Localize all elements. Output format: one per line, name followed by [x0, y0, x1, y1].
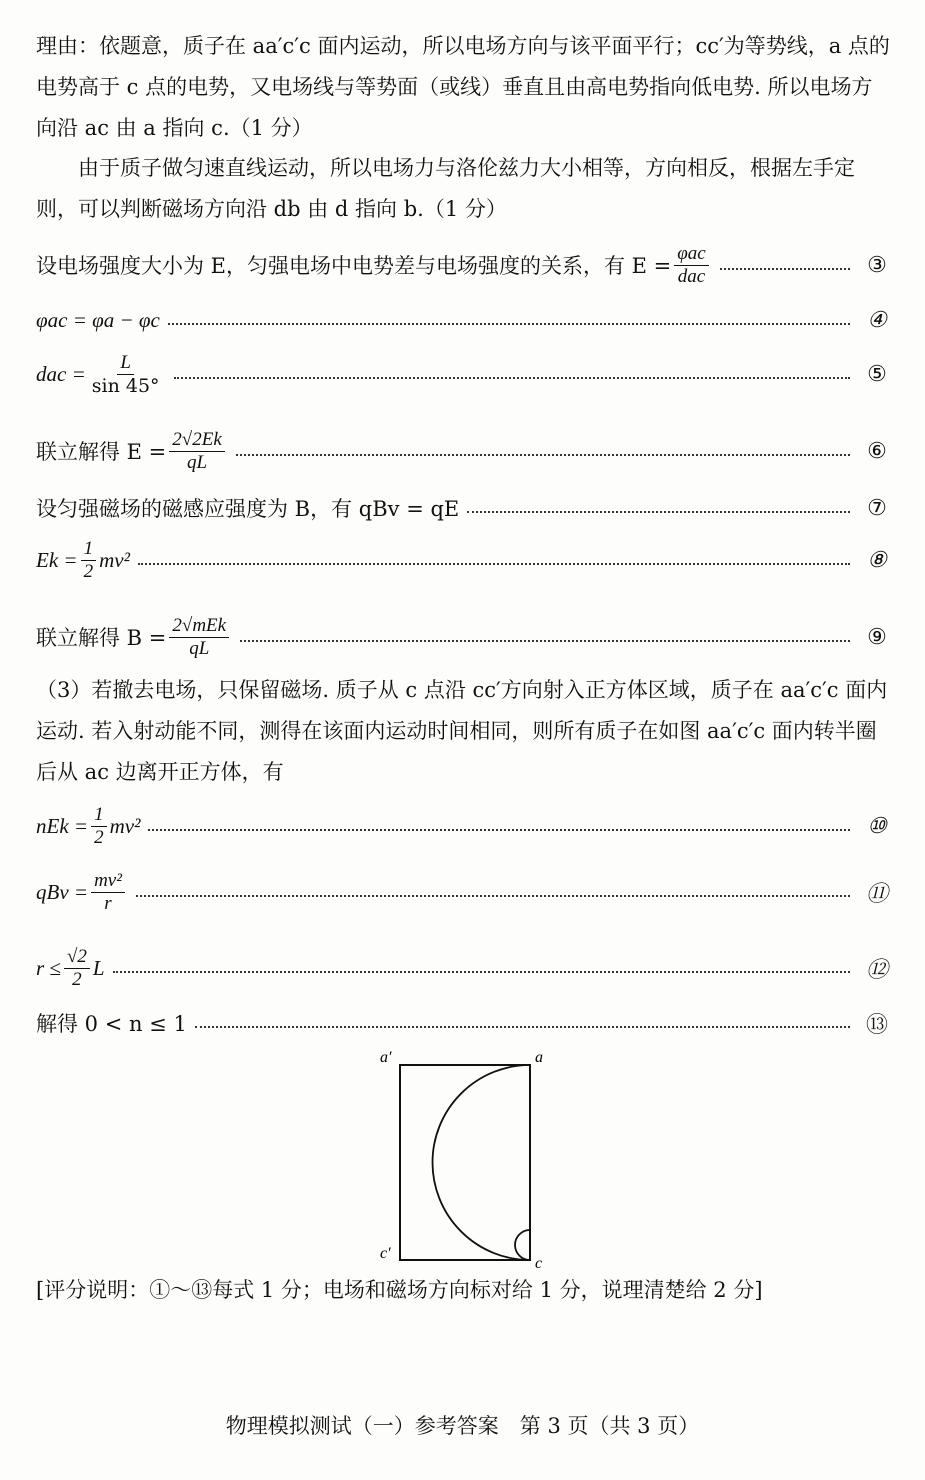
- equation-5: [36, 348, 892, 400]
- equation-12-numerator: √2: [64, 946, 90, 969]
- equation-12-rhs: L: [92, 955, 105, 980]
- trajectory-diagram: [372, 1040, 562, 1270]
- equation-5-denominator: sin 45°: [91, 374, 160, 397]
- equation-12-number: ⑫: [865, 956, 888, 982]
- equation-13: [36, 1005, 892, 1041]
- equation-5-number: ⑤: [867, 361, 887, 387]
- equation-9: [36, 610, 892, 664]
- equation-4-number: ④: [867, 307, 887, 332]
- scoring-note: [评分说明：①～⑬每式 1 分；电场和磁场方向标对给 1 分，说理清楚给 2 分]: [36, 1278, 763, 1302]
- large-semicircle-trajectory: [433, 1065, 531, 1260]
- equation-3-numerator: φac: [674, 243, 708, 266]
- equation-9-denominator: qL: [189, 637, 210, 659]
- equation-9-number: ⑨: [867, 624, 887, 650]
- equation-3-denominator: dac: [677, 265, 706, 287]
- equation-10-lhs: nEk =: [36, 813, 89, 838]
- equation-8-denominator: 2: [83, 560, 94, 582]
- equation-3: [36, 240, 892, 290]
- equation-6-numerator: 2√2Ek: [169, 429, 224, 452]
- equation-11-denominator: r: [104, 892, 112, 914]
- equation-12-denominator: 2: [72, 968, 82, 990]
- equation-10-number: ⑩: [867, 813, 887, 838]
- equation-10: [36, 800, 892, 852]
- leader-dots: [168, 323, 850, 325]
- label-c-prime: c′: [380, 1245, 391, 1262]
- equation-13-text: 解得 0 < n ≤ 1: [36, 1012, 187, 1036]
- face-rectangle: [400, 1065, 530, 1260]
- part3-paragraph: （3）若撤去电场，只保留磁场. 质子从 c 点沿 cc′方向射入正方体区域，质子在 aa′c′c 面内运动. 若入射动能不同，测得在该面内运动时间相同，则所有质子在如图 aa′c′c 面内转半圈后从 ac 边离开正方体，有: [36, 678, 888, 784]
- equation-8-rhs: mv²: [99, 547, 130, 572]
- equation-6-prefix: 联立解得 E =: [36, 440, 167, 464]
- equation-4: [36, 302, 892, 338]
- leader-dots: [136, 895, 850, 897]
- equation-7-number: ⑦: [867, 495, 887, 521]
- equation-10-rhs: mv²: [109, 813, 141, 838]
- equation-6-number: ⑥: [867, 438, 887, 464]
- equation-11-lhs: qBv =: [36, 879, 89, 904]
- equation-12-lhs: r ≤: [36, 955, 61, 980]
- label-a-prime: a′: [380, 1049, 392, 1066]
- equation-8-lhs: Ek =: [36, 547, 78, 572]
- equation-5-lhs: dac =: [36, 361, 86, 386]
- leader-dots: [195, 1026, 850, 1028]
- equation-8: [36, 534, 892, 586]
- equation-6: [36, 424, 892, 478]
- equation-3-prefix: 设电场强度大小为 E，匀强电场中电势差与电场强度的关系，有 E =: [36, 254, 672, 278]
- equation-11-number: ⑪: [865, 880, 888, 906]
- equation-11: [36, 866, 892, 918]
- label-a: a: [535, 1049, 543, 1066]
- equation-3-number: ③: [867, 252, 887, 278]
- page-footer: 物理模拟测试（一）参考答案 第 3 页（共 3 页）: [225, 1414, 700, 1438]
- equation-5-numerator: L: [117, 352, 134, 375]
- leader-dots: [720, 268, 850, 270]
- leader-dots: [148, 829, 850, 831]
- label-c: c: [535, 1255, 543, 1270]
- equation-8-number: ⑧: [867, 547, 887, 572]
- small-semicircle-trajectory: [515, 1230, 530, 1260]
- leader-dots: [174, 377, 850, 379]
- equation-13-number: ⑬: [865, 1012, 888, 1038]
- equation-9-numerator: 2√mEk: [169, 615, 229, 638]
- equation-4-text: φac = φa − φc: [36, 307, 160, 332]
- equation-11-numerator: mv²: [91, 870, 125, 893]
- equation-8-numerator: 1: [81, 538, 97, 561]
- equation-7: [36, 490, 892, 526]
- leader-dots: [138, 563, 850, 565]
- equation-12: [36, 940, 892, 996]
- leader-dots: [467, 511, 850, 513]
- equation-10-denominator: 2: [94, 826, 104, 848]
- leader-dots: [240, 640, 850, 642]
- equation-9-prefix: 联立解得 B =: [36, 626, 167, 650]
- equation-7-text: 设匀强磁场的磁感应强度为 B，有 qBv = qE: [36, 497, 460, 521]
- leader-dots: [236, 454, 850, 456]
- leader-dots: [113, 971, 850, 973]
- equation-10-numerator: 1: [91, 804, 107, 827]
- reason-paragraph: 理由：依题意，质子在 aa′c′c 面内运动，所以电场方向与该平面平行；cc′为等势线，a 点的电势高于 c 点的电势，又电场线与等势面（或线）垂直且由高电势指向低电势. 所以电场方向沿 ac 由 a 指向 c.（1 分）: [36, 34, 890, 140]
- uniform-motion-paragraph: 由于质子做匀速直线运动，所以电场力与洛伦兹力大小相等，方向相反，根据左手定则，可以判断磁场方向沿 db 由 d 指向 b.（1 分）: [36, 156, 855, 221]
- equation-6-denominator: qL: [186, 451, 208, 473]
